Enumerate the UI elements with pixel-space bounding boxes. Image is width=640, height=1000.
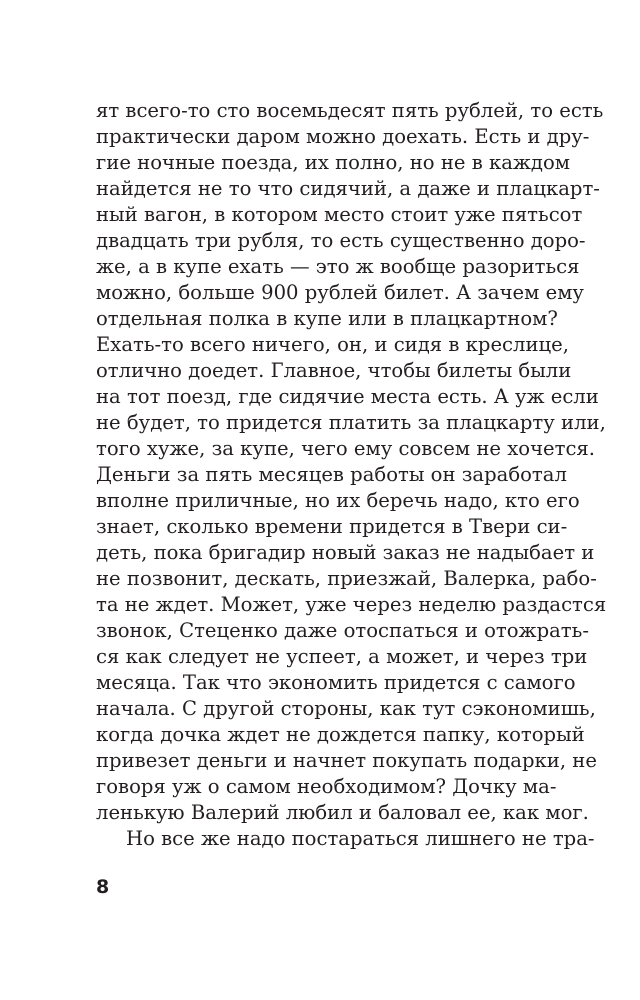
text-line: можно, больше 900 рублей билет. А зачем ему bbox=[96, 281, 584, 304]
text-line: привезет деньги и начнет покупать подарки, не bbox=[96, 749, 597, 772]
text-line: когда дочка ждет не дождется папку, который bbox=[96, 723, 585, 746]
text-line: деть, пока бригадир новый заказ не надыбает и bbox=[96, 541, 595, 564]
text-line: двадцать три рубля, то есть существенно доро- bbox=[96, 229, 586, 252]
text-line: Ехать-то всего ничего, он, и сидя в креслице, bbox=[96, 333, 569, 356]
text-line: ный вагон, в котором место стоит уже пятьсот bbox=[96, 203, 583, 226]
text-line: того хуже, за купе, чего ему совсем не хочется. bbox=[96, 437, 596, 460]
text-line: практически даром можно доехать. Есть и дру- bbox=[96, 125, 590, 148]
text-line: начала. С другой стороны, как тут сэкономишь, bbox=[96, 697, 596, 720]
text-line: та не ждет. Может, уже через неделю раздастся bbox=[96, 593, 607, 616]
text-line-paragraph-start: Но все же надо постараться лишнего не тра- bbox=[126, 827, 595, 850]
text-line: на тот поезд, где сидячие места есть. А уж если bbox=[96, 385, 599, 408]
text-line-paragraph-end: ленькую Валерий любил и баловал ее, как мог. bbox=[96, 801, 589, 824]
text-line: не будет, то придется платить за плацкарту или, bbox=[96, 411, 606, 434]
body-text bbox=[96, 98, 607, 852]
text-line: Деньги за пять месяцев работы он заработал bbox=[96, 463, 567, 486]
text-line: звонок, Стеценко даже отоспаться и отожрать- bbox=[96, 619, 589, 642]
text-line: вполне приличные, но их беречь надо, кто его bbox=[96, 489, 580, 512]
text-line: знает, сколько времени придется в Твери си- bbox=[96, 515, 568, 538]
text-line: ся как следует не успеет, а может, и через три bbox=[96, 645, 588, 668]
text-line: гие ночные поезда, их полно, но не в каждом bbox=[96, 151, 571, 174]
page-number: 8 bbox=[96, 876, 110, 898]
text-line: не позвонит, дескать, приезжай, Валерка, рабо- bbox=[96, 567, 597, 590]
text-line: говоря уж о самом необходимом? Дочку ма- bbox=[96, 775, 557, 798]
text-line: же, а в купе ехать — это ж вообще разориться bbox=[96, 255, 580, 278]
text-line: ят всего-то сто восемьдесят пять рублей, то есть bbox=[96, 99, 604, 122]
text-line: отлично доедет. Главное, чтобы билеты были bbox=[96, 359, 572, 382]
text-line: найдется не то что сидячий, а даже и плацкарт- bbox=[96, 177, 600, 200]
text-line: отдельная полка в купе или в плацкартном? bbox=[96, 307, 558, 330]
text-line: месяца. Так что экономить придется с самого bbox=[96, 671, 576, 694]
